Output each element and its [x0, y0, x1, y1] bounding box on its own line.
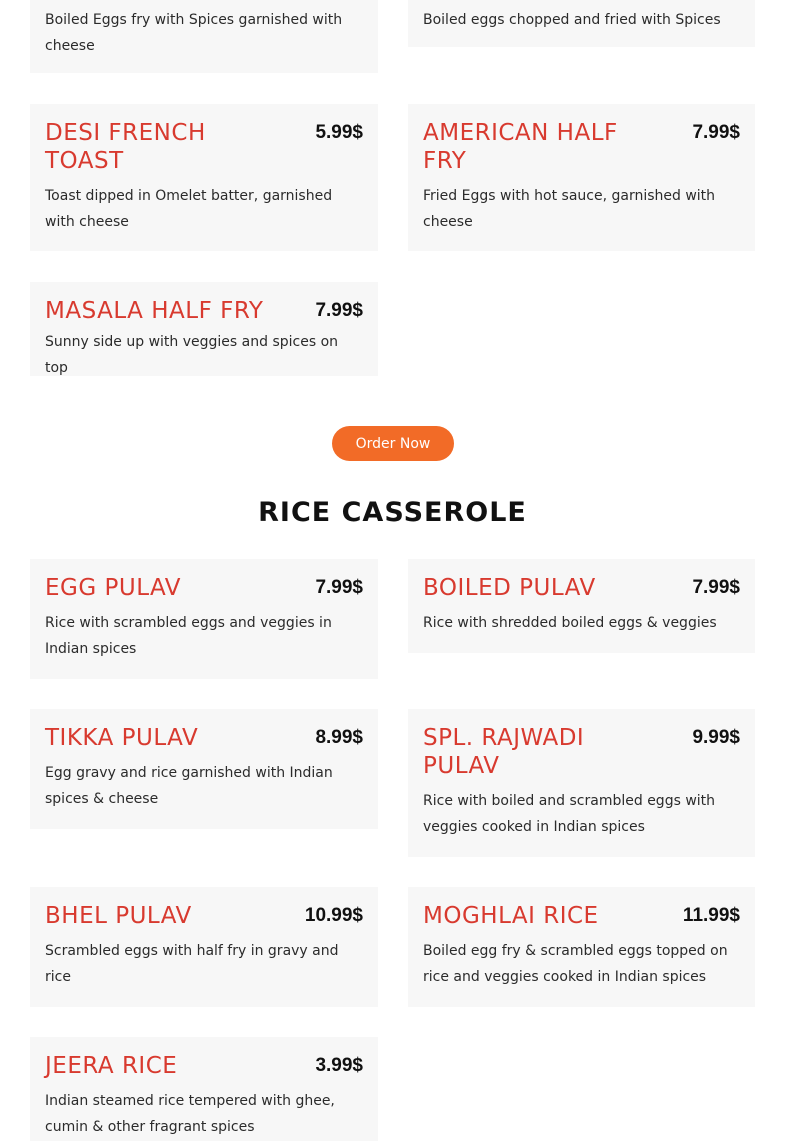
menu-item-description: Boiled Eggs fry with Spices garnished with cheese	[45, 12, 343, 54]
menu-item-price: 10.99$	[304, 905, 363, 926]
menu-item-price: 7.99$	[692, 577, 740, 598]
menu-item-description: Egg gravy and rice garnished with Indian spices & cheese	[45, 765, 333, 807]
menu-item-name: BHEL PULAV	[45, 903, 192, 929]
menu-item-card	[408, 559, 755, 653]
menu-item-card	[30, 559, 378, 679]
menu-item-price: 3.99$	[315, 1055, 363, 1076]
menu-item-price: 7.99$	[692, 122, 740, 143]
menu-item-price: 11.99$	[682, 905, 740, 926]
menu-item-name: AMERICAN HALF FRY	[423, 120, 618, 174]
menu-item-description: Boiled egg fry & scrambled eggs topped on rice and veggies cooked in Indian spices	[423, 943, 728, 985]
menu-item-name: MOGHLAI RICE	[423, 903, 599, 929]
menu-item-description: Sunny side up with veggies and spices on top	[45, 334, 339, 376]
menu-item-price: 5.99$	[315, 122, 363, 143]
menu-item-card	[30, 104, 378, 251]
menu-item-description: Fried Eggs with hot sauce, garnished with cheese	[423, 188, 716, 230]
menu-item-name: MASALA HALF FRY	[45, 298, 264, 324]
menu-item-card	[408, 709, 755, 857]
menu-item-description: Scrambled eggs with half fry in gravy and rice	[45, 943, 339, 985]
menu-item-card	[30, 1037, 378, 1141]
menu-item-price: 7.99$	[315, 577, 363, 598]
menu-item-card	[30, 709, 378, 829]
menu-item-name: SPL. RAJWADI PULAV	[423, 725, 585, 779]
menu-item-name: BOILED PULAV	[423, 575, 596, 601]
menu-item-description: Rice with boiled and scrambled eggs with veggies cooked in Indian spices	[423, 793, 716, 835]
menu-item-price: 9.99$	[692, 727, 740, 748]
menu-item-name: EGG PULAV	[45, 575, 182, 601]
menu-item-description: Rice with scrambled eggs and veggies in Indian spices	[45, 615, 332, 657]
menu-item-card	[408, 104, 755, 251]
menu-item-price: 7.99$	[315, 300, 363, 321]
menu-item-card	[408, 0, 755, 47]
section-title: RICE CASSEROLE	[258, 497, 527, 528]
menu-item-name: TIKKA PULAV	[45, 725, 199, 751]
menu-item-card	[30, 887, 378, 1007]
menu-item-name: JEERA RICE	[45, 1053, 178, 1079]
menu-item-card	[408, 887, 755, 1007]
menu-item-price: 8.99$	[315, 727, 363, 748]
menu-item-card	[30, 282, 378, 376]
menu-item-card	[30, 0, 378, 73]
order-now-button[interactable]: Order Now	[332, 426, 454, 461]
menu-item-name: DESI FRENCH TOAST	[45, 120, 206, 174]
menu-item-description: Toast dipped in Omelet batter, garnished with cheese	[45, 188, 333, 230]
menu-item-description: Indian steamed rice tempered with ghee, cumin & other fragrant spices	[45, 1093, 335, 1135]
menu-item-description: Boiled eggs chopped and fried with Spices	[423, 12, 721, 28]
menu-item-description: Rice with shredded boiled eggs & veggies	[423, 615, 717, 631]
